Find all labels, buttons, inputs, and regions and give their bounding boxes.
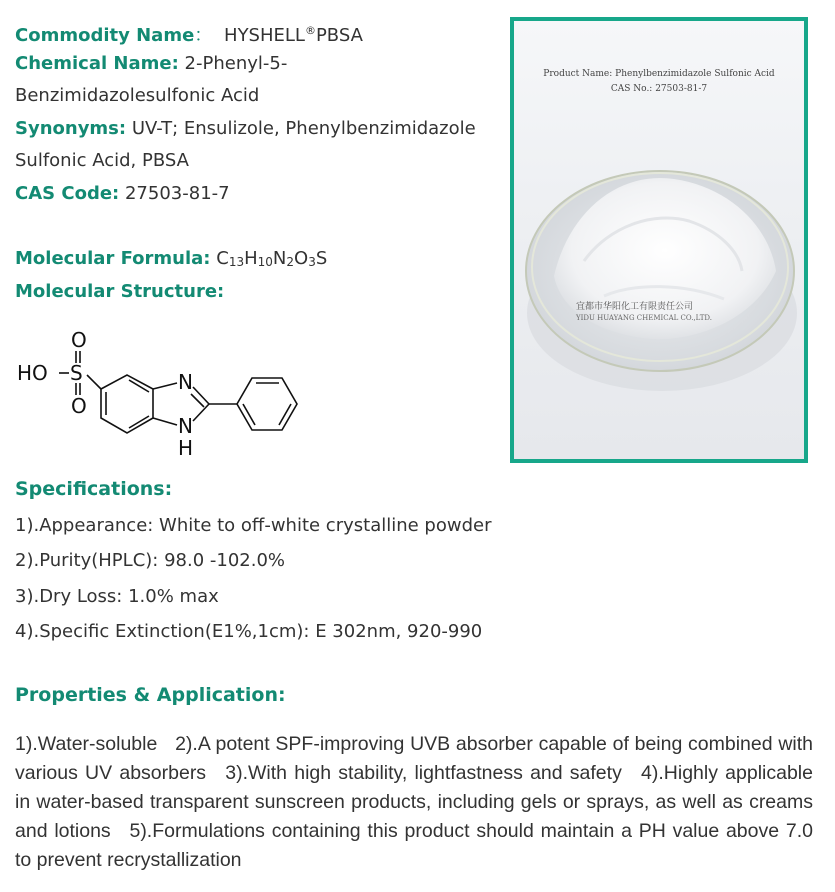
- property-item: 4).Highly applicable in water-based transparent sunscreen products, including gels or sprays, as well as creams and lotions: [15, 762, 813, 842]
- commodity-name-value: HYSHELL®PBSA: [224, 24, 363, 46]
- property-item: 5).Formulations containing this product should maintain a PH value above 7.0 to prevent recrystallization: [15, 820, 813, 871]
- cas-code-row: [15, 180, 230, 208]
- spec-item: 3).Dry Loss: 1.0% max: [15, 586, 219, 607]
- structure-s-label: S: [70, 361, 83, 385]
- photo-company-en: YIDU HUAYANG CHEMICAL CO.,LTD.: [576, 314, 713, 322]
- chemical-name-row: [15, 50, 287, 78]
- commodity-name-row: [15, 17, 363, 50]
- commodity-name-label: Commodity Name: [15, 25, 195, 46]
- synonyms-label: Synonyms:: [15, 118, 127, 139]
- properties-title: Properties & Application:: [15, 684, 286, 706]
- photo-product-name: Product Name: Phenylbenzimidazole Sulfonic Acid: [543, 69, 775, 79]
- structure-o-top-label: O: [71, 328, 87, 352]
- property-item: 3).With high stability, lightfastness and safety: [225, 762, 622, 784]
- property-item: 2).A potent SPF-improving UVB absorber capable of being combined with various UV absorbers: [15, 733, 813, 784]
- cas-code-label: CAS Code:: [15, 183, 120, 204]
- structure-n-top-label: N: [178, 370, 193, 394]
- molecular-formula-row: [15, 245, 327, 276]
- chemical-name-continued: Benzimidazolesulfonic Acid: [15, 85, 260, 106]
- commodity-name-separator: ：: [194, 25, 213, 46]
- properties-paragraph: [15, 730, 813, 875]
- structure-ho-label: HO: [17, 361, 48, 385]
- photo-cas-number: CAS No.: 27503-81-7: [610, 84, 708, 94]
- chemical-name-value: 2-Phenyl-5-: [184, 53, 288, 74]
- synonyms-continued: Sulfonic Acid, PBSA: [15, 150, 189, 171]
- photo-company-cn: 宜都市华阳化工有限责任公司: [576, 302, 694, 312]
- product-photo: [510, 17, 808, 463]
- structure-o-bottom-label: O: [71, 394, 87, 418]
- molecular-formula-value: C13H10N2O3S: [216, 248, 328, 269]
- structure-n-bottom-label: N: [178, 414, 193, 438]
- chemical-name-label: Chemical Name:: [15, 53, 179, 74]
- synonyms-row: [15, 115, 476, 143]
- cas-code-value: 27503-81-7: [124, 183, 230, 204]
- spec-item: 2).Purity(HPLC): 98.0 -102.0%: [15, 550, 285, 571]
- petri-dish-image: [514, 21, 804, 459]
- spec-item: 4).Specific Extinction(E1%,1cm): E 302nm, 920-990: [15, 621, 483, 642]
- spec-item: 1).Appearance: White to off-white crystalline powder: [15, 515, 492, 536]
- structure-h-label: H: [178, 436, 194, 460]
- molecular-structure-label: Molecular Structure:: [15, 281, 225, 302]
- property-item: 1).Water-soluble: [15, 733, 158, 755]
- molecular-structure-diagram: [15, 325, 335, 465]
- molecular-formula-label: Molecular Formula:: [15, 248, 211, 269]
- synonyms-value: UV-T; Ensulizole, Phenylbenzimidazole: [131, 118, 476, 139]
- registered-mark: ®: [304, 24, 316, 37]
- specifications-title: Specifications:: [15, 478, 173, 500]
